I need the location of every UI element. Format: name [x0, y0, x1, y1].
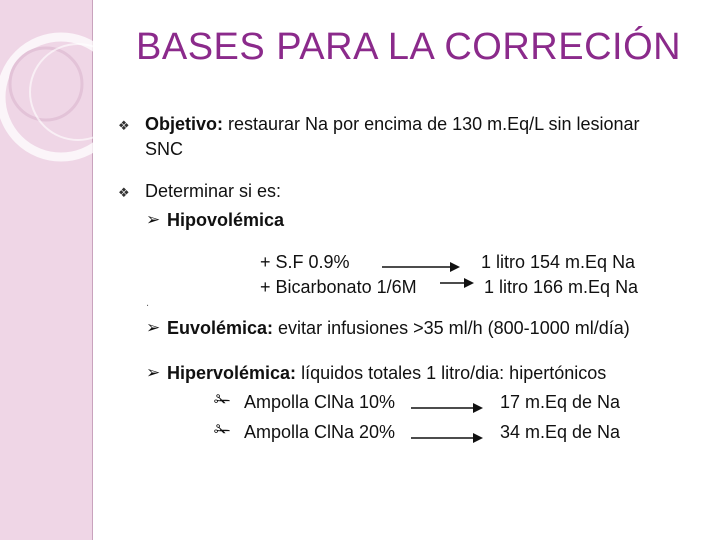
scissors-icon: ✁: [214, 420, 231, 442]
arrow-ampolla-10: [411, 403, 491, 413]
euvolemica-line: [167, 317, 630, 339]
bicarbonato-value: 1 litro 166 m.Eq Na: [484, 277, 639, 297]
objective-text-continued: SNC: [145, 139, 184, 159]
page-title: BASES PARA LA CORRECIÓN: [136, 26, 682, 68]
stray-dot: .: [146, 297, 150, 309]
bicarbonato-label: + Bicarbonato 1/6M: [260, 277, 417, 297]
hipervolemica-text: líquidos totales 1 litro/dia: hipertónicos: [296, 363, 607, 383]
arrow-bicarbonato: [440, 278, 476, 288]
decorative-rings: [0, 22, 136, 172]
check-diamond-icon: ❖: [118, 118, 130, 133]
objective-text: restaurar Na por encima de 130 m.Eq/L sin lesionar: [223, 114, 640, 134]
sf-label: + S.F 0.9%: [260, 252, 350, 272]
arrowhead-icon: ➢: [146, 363, 161, 382]
ampolla-10-value: 17 m.Eq de Na: [500, 392, 621, 412]
arrowhead-icon: ➢: [146, 318, 161, 337]
objective-label: Objetivo:: [145, 114, 224, 134]
arrow-sf: [382, 262, 462, 272]
check-diamond-icon: ❖: [118, 185, 130, 200]
euvolemica-label: Euvolémica:: [167, 318, 274, 338]
hipovolemica-label: Hipovolémica: [167, 210, 285, 230]
arrow-ampolla-20: [411, 433, 491, 443]
objective-line: [145, 113, 640, 135]
ampolla-20-label: Ampolla ClNa 20%: [244, 422, 396, 442]
scissors-icon: ✁: [214, 390, 231, 412]
arrowhead-icon: ➢: [146, 210, 161, 229]
ampolla-20-value: 34 m.Eq de Na: [500, 422, 621, 442]
ampolla-10-label: Ampolla ClNa 10%: [244, 392, 396, 412]
hipervolemica-label: Hipervolémica:: [167, 363, 297, 383]
sf-value: 1 litro 154 m.Eq Na: [481, 252, 636, 272]
hipervolemica-line: [167, 362, 606, 384]
euvolemica-text: evitar infusiones >35 ml/h (800-1000 ml/día): [273, 318, 630, 338]
determine-text: Determinar si es:: [145, 181, 282, 201]
